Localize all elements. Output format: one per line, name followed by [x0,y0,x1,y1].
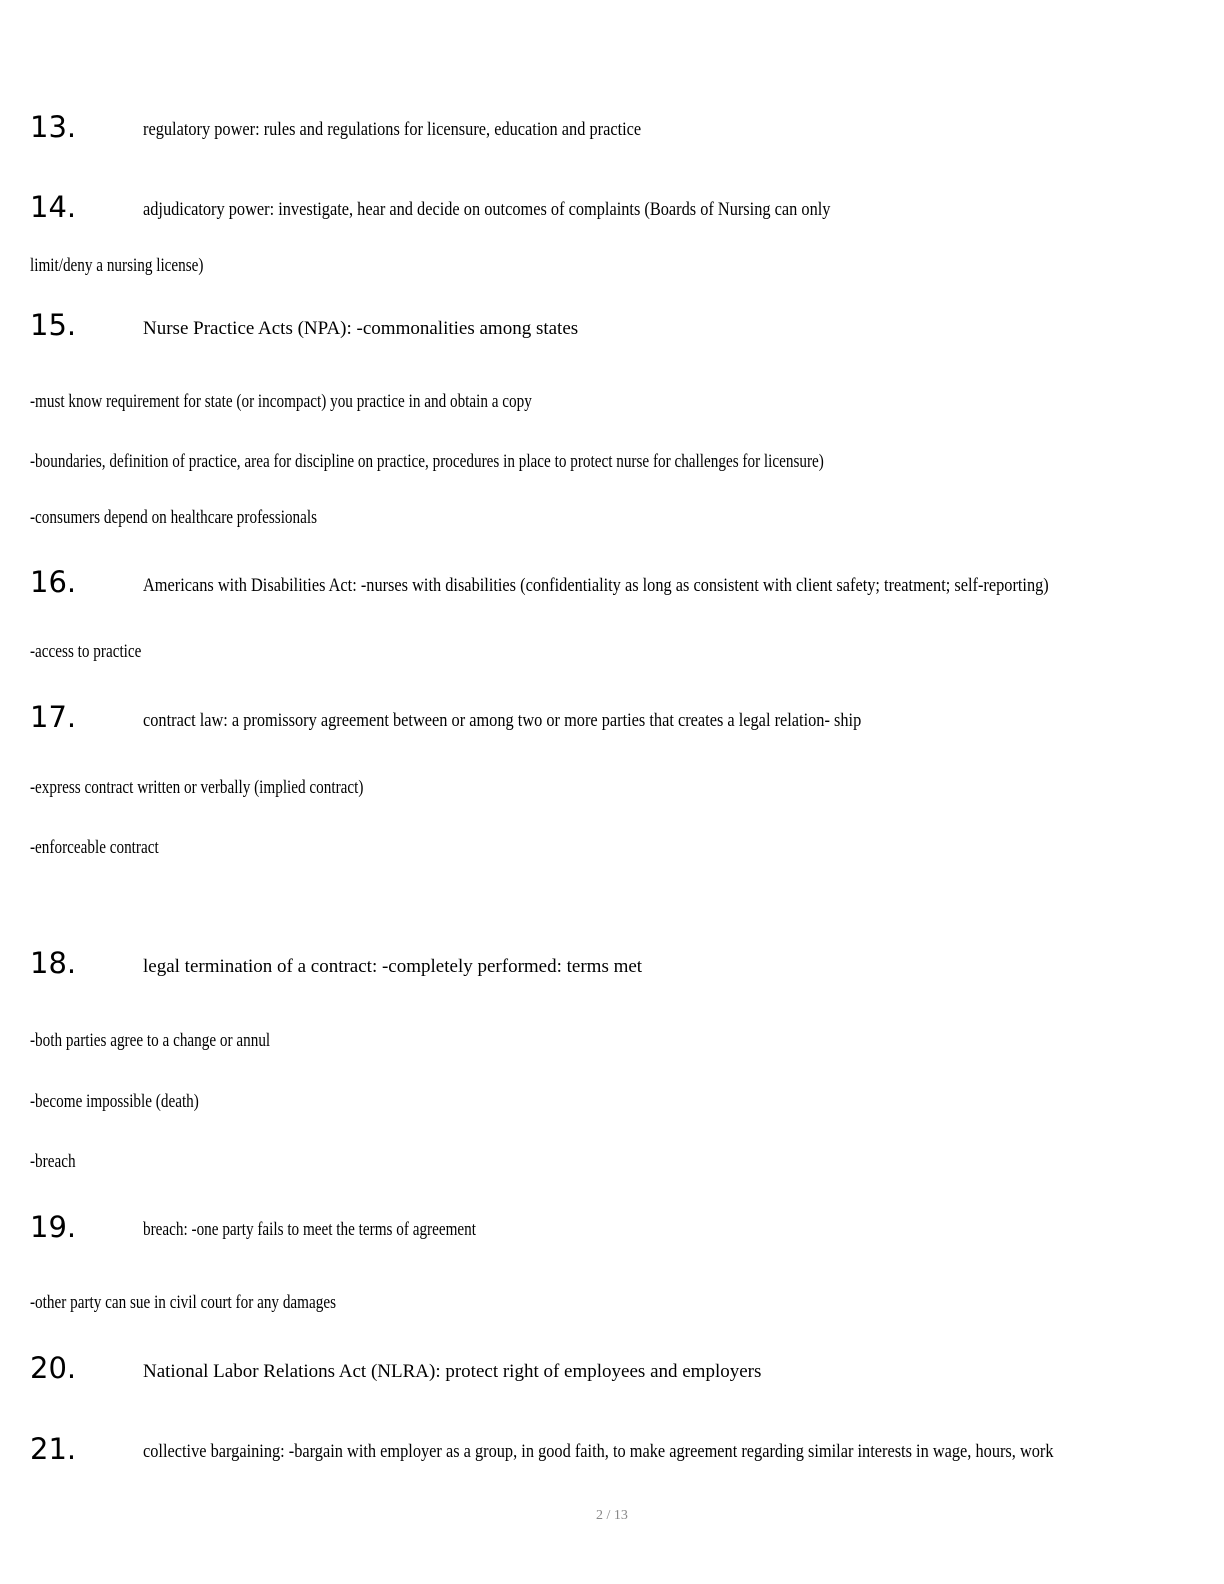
item-text: Americans with Disabilities Act: -nurses with disabilities (confidentiality as long as consistent with client safety; treatment; self-reporting) [143,575,1049,596]
item-text: National Labor Relations Act (NLRA): protect right of employees and employers [143,1361,762,1382]
item-line: -breach [30,1151,76,1172]
item-line: limit/deny a nursing license) [30,255,204,276]
item-text: breach: -one party fails to meet the terms of agreement [143,1219,476,1240]
item-text: adjudicatory power: investigate, hear and decide on outcomes of complaints (Boards of Nursing can only [143,199,831,220]
item-line: -must know requirement for state (or incompact) you practice in and obtain a copy [30,391,532,412]
item-line: -boundaries, definition of practice, area for discipline on practice, procedures in place to protect nurse for challenges for licensure) [30,451,824,472]
item-line: -other party can sue in civil court for any damages [30,1292,336,1313]
item-text: legal termination of a contract: -completely performed: terms met [143,956,643,977]
item-line: -enforceable contract [30,837,159,858]
item-text: regulatory power: rules and regulations for licensure, education and practice [143,119,642,140]
item-number: 13. [30,110,77,144]
item-number: 19. [30,1210,77,1244]
item-line: -both parties agree to a change or annul [30,1030,271,1051]
item-number: 15. [30,308,77,342]
item-number: 17. [30,700,77,734]
item-line: -become impossible (death) [30,1091,199,1112]
item-text: Nurse Practice Acts (NPA): -commonalities among states [143,318,579,339]
page-indicator: 2 / 13 [596,1508,628,1523]
item-line: -express contract written or verbally (implied contract) [30,777,364,798]
item-number: 21. [30,1432,77,1466]
item-line: -consumers depend on healthcare professionals [30,507,318,528]
item-text: collective bargaining: -bargain with employer as a group, in good faith, to make agreement regarding similar interests in wage, hours, work [143,1441,1054,1462]
item-text: contract law: a promissory agreement between or among two or more parties that creates a legal relation- ship [143,710,862,731]
item-line: -access to practice [30,641,142,662]
item-number: 18. [30,946,77,980]
item-number: 20. [30,1351,77,1385]
item-number: 16. [30,565,77,599]
item-number: 14. [30,190,77,224]
